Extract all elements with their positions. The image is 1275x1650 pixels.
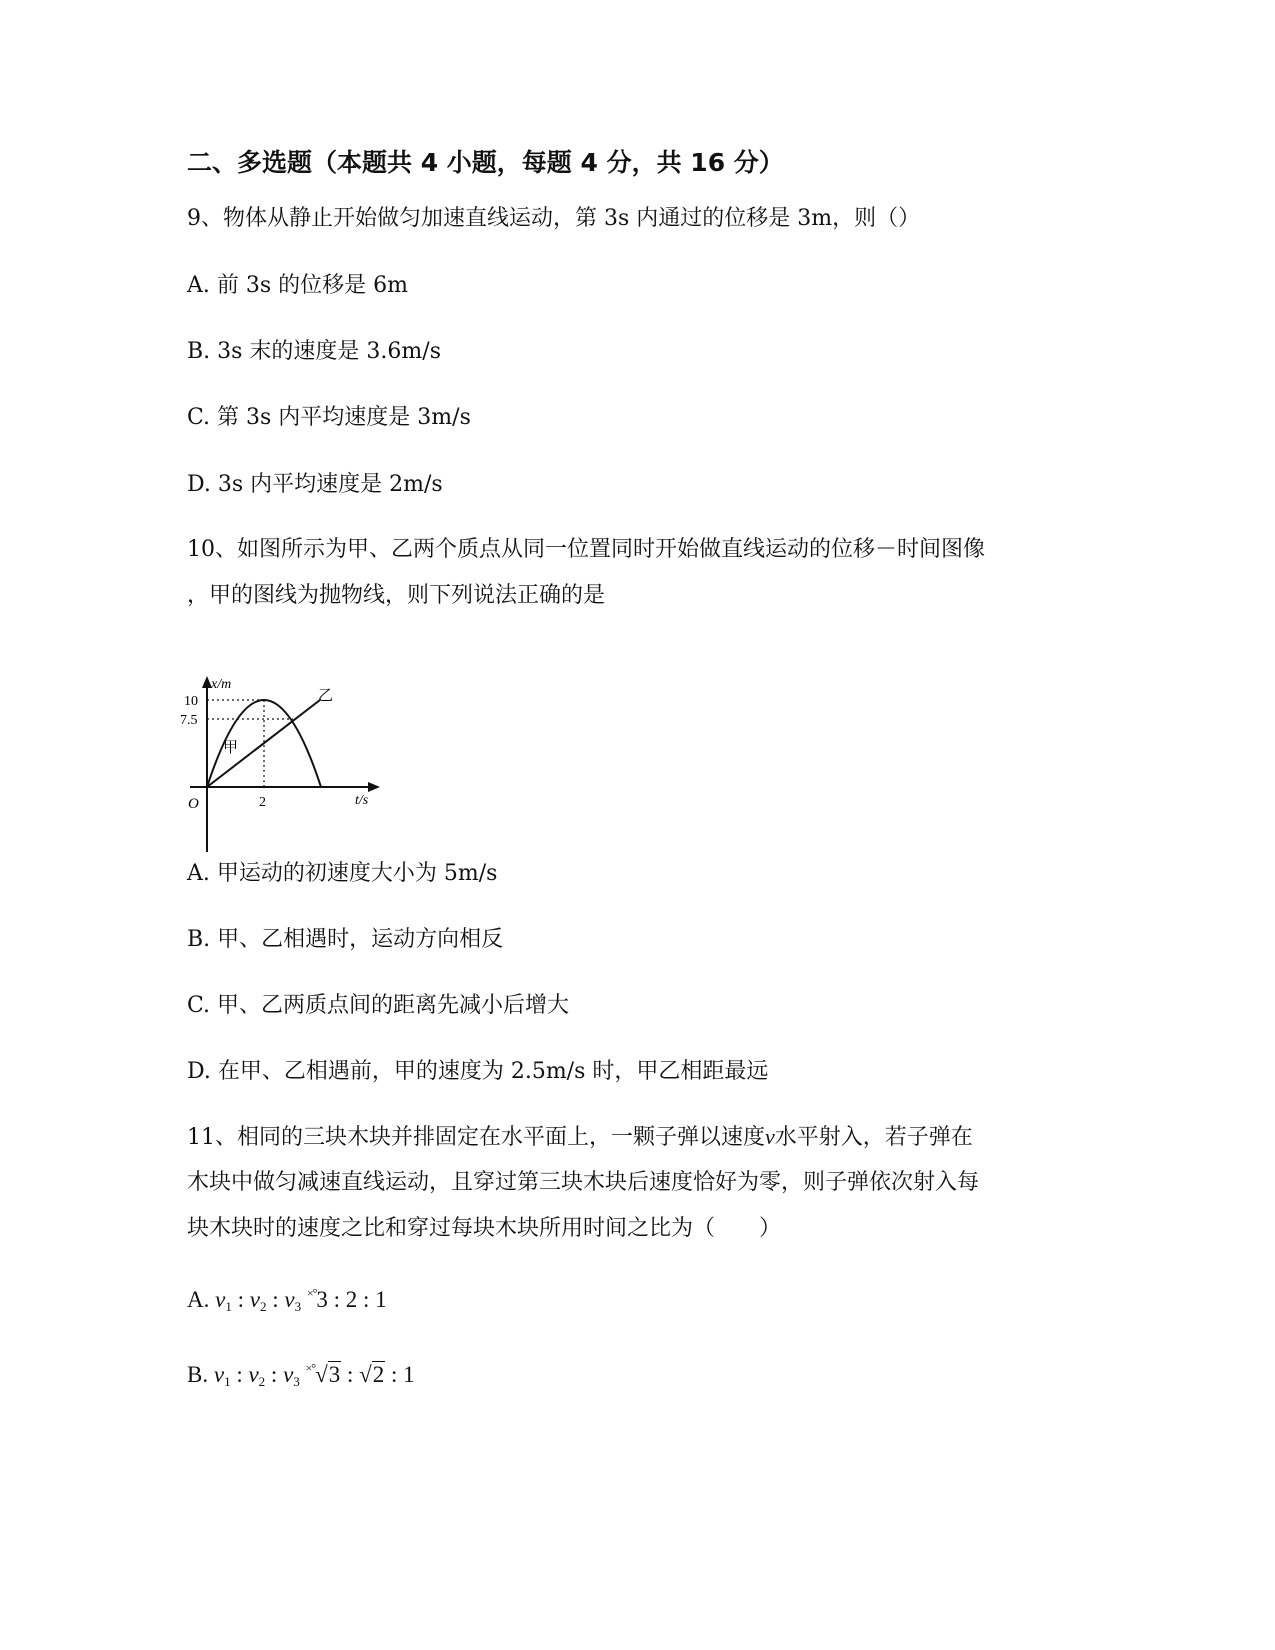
x-axis-arrow-icon <box>368 782 380 792</box>
q11-stem-line1-end: 水平射入，若子弹在 <box>774 1125 973 1150</box>
y-tick-7-5: 7.5 <box>180 713 198 728</box>
q9-stem: 9、物体从静止开始做匀加速直线运动，第 3s 内通过的位移是 3m，则（） <box>187 206 921 231</box>
section-heading: 二、多选题（本题共 4 小题，每题 4 分，共 16 分） <box>187 148 784 177</box>
q11-option-a-ratio: 3 : 2 : 1 <box>316 1287 387 1312</box>
sqrt-3: √3 <box>315 1362 341 1387</box>
q11-option-a-prefix: A. <box>187 1287 210 1312</box>
q10-option-c: C. 甲、乙两质点间的距离先减小后增大 <box>187 993 570 1018</box>
q10-option-d: D. 在甲、乙相遇前，甲的速度为 2.5m/s 时，甲乙相距最远 <box>187 1059 769 1084</box>
q9-option-a: A. 前 3s 的位移是 6m <box>187 273 408 298</box>
q11-stem-line3: 块木块时的速度之比和穿过每块木块所用时间之比为（ ） <box>187 1216 782 1241</box>
y-axis-label: x/m <box>211 677 232 692</box>
q9-option-b: B. 3s 末的速度是 3.6m/s <box>187 339 441 364</box>
label-jia: 甲 <box>223 740 239 756</box>
q11-option-b-one: 1 <box>403 1362 415 1387</box>
xt-graph-figure <box>180 672 400 864</box>
x-axis-label: t/s <box>355 793 369 808</box>
q11-option-b-prefix: B. <box>187 1362 209 1387</box>
q11-stem-line1-start: 11、相同的三块木块并排固定在水平面上，一颗子弹以速度 <box>187 1125 765 1150</box>
q10-stem-line2: ，甲的图线为抛物线，则下列说法正确的是 <box>187 583 606 608</box>
q11-option-b-glitch: ×° <box>305 1361 316 1375</box>
q10-option-a: A. 甲运动的初速度大小为 5m/s <box>187 861 498 886</box>
label-yi: 乙 <box>318 688 334 704</box>
q11-stem-var: v <box>765 1124 775 1149</box>
origin-label: O <box>188 796 199 812</box>
q9-option-d: D. 3s 内平均速度是 2m/s <box>187 472 443 497</box>
sqrt-2: √2 <box>359 1362 385 1387</box>
q11-stem-line1 <box>187 1126 973 1149</box>
q10-option-b: B. 甲、乙相遇时，运动方向相反 <box>187 927 504 952</box>
q11-stem-line2: 木块中做匀减速直线运动，且穿过第三块木块后速度恰好为零，则子弹依次射入每 <box>187 1170 980 1195</box>
q11-option-a-glitch: ×° <box>306 1286 317 1300</box>
y-tick-10: 10 <box>184 694 198 709</box>
q10-stem-line1: 10、如图所示为甲、乙两个质点从同一位置同时开始做直线运动的位移－时间图像 <box>187 537 985 562</box>
x-tick-2: 2 <box>259 795 266 810</box>
q9-option-c: C. 第 3s 内平均速度是 3m/s <box>187 405 471 430</box>
q11-option-b: B. $v_1$ : $v_2$ : $v_3$ ×°√3 : √2 : 1 <box>187 1361 415 1389</box>
q11-option-a: A. $v_1$ : $v_2$ : $v_3$ ×°3 : 2 : 1 <box>187 1286 387 1314</box>
